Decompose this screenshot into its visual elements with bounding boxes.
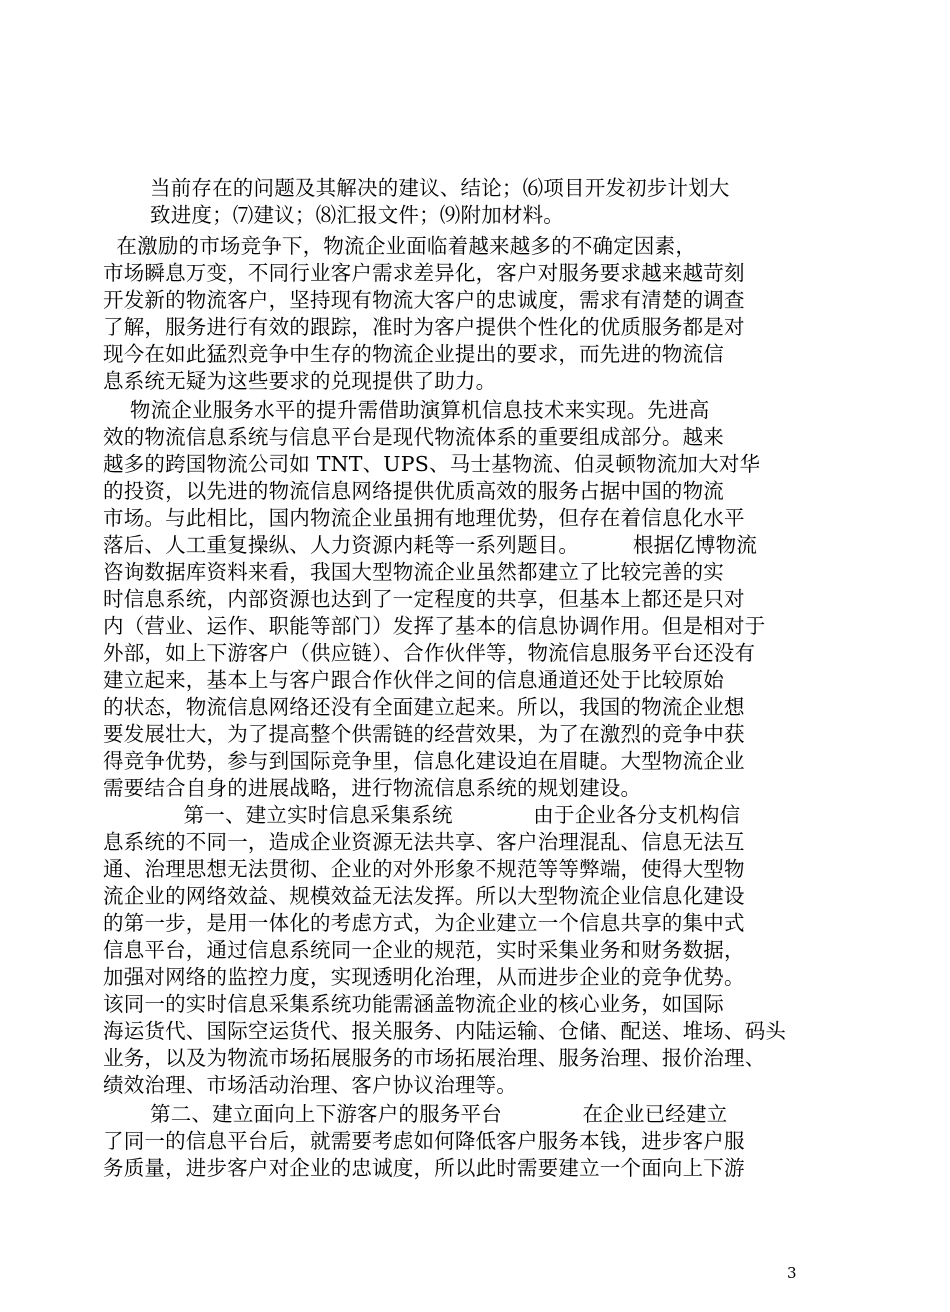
text-line: 了解，服务进行有效的跟踪，准时为客户提供个性化的优质服务都是对	[103, 315, 745, 339]
text-line: 需要结合自身的进展战略，进行物流信息系统的规划建设。	[103, 776, 642, 800]
text-line: 的第一步，是用一体化的考虑方式，为企业建立一个信息共享的集中式	[103, 911, 745, 935]
text-line: 现今在如此猛烈竞争中生存的物流企业提出的要求，而先进的物流信	[103, 342, 724, 366]
text-line: 务质量，进步客户对企业的忠诚度，所以此时需要建立一个面向上下游	[103, 1156, 745, 1180]
text-line: 建立起来，基本上与客户跟合作伙伴之间的信息通道还处于比较原始	[103, 668, 724, 692]
text-line: 物流企业服务水平的提升需借助演算机信息技术来实现。先进高	[103, 398, 710, 422]
text-line: 效的物流信息系统与信息平台是现代物流体系的重要组成部分。越来	[103, 425, 724, 449]
text-line: 的投资，以先进的物流信息网络提供优质高效的服务占据中国的物流	[103, 479, 724, 503]
text-line: 海运货代、国际空运货代、报关服务、内陆运输、仓储、配送、堆场、码头	[103, 1019, 787, 1043]
text-line: 时信息系统，内部资源也达到了一定程度的共享，但基本上都还是只对	[103, 587, 745, 611]
text-line: 落后、人工重复操纵、人力资源内耗等一系列题目。 根据亿博物流	[103, 533, 758, 557]
text-line: 的状态，物流信息网络还没有全面建立起来。所以，我国的物流企业想	[103, 695, 745, 719]
text-line: 在激励的市场竞争下，物流企业面临着越来越多的不确定因素，	[103, 234, 697, 258]
text-line: 该同一的实时信息采集系统功能需涵盖物流企业的核心业务，如国际	[103, 992, 724, 1016]
text-line: 加强对网络的监控力度，实现透明化治理，从而进步企业的竞争优势。	[103, 965, 745, 989]
text-line: 外部，如上下游客户（供应链）、合作伙伴等，物流信息服务平台还没有	[103, 641, 756, 665]
text-line: 绩效治理、市场活动治理、客户协议治理等。	[103, 1073, 517, 1097]
text-line: 业务，以及为物流市场拓展服务的市场拓展治理、服务治理、报价治理、	[103, 1046, 766, 1070]
text-line: 开发新的物流客户，坚持现有物流大客户的忠诚度，需求有清楚的调查	[103, 288, 745, 312]
text-line: 第一、建立实时信息采集系统 由于企业各分支机构信	[103, 803, 741, 827]
text-line: 通、治理思想无法贯彻、企业的对外形象不规范等等弊端，使得大型物	[103, 857, 745, 881]
text-line: 息系统无疑为这些要求的兑现提供了助力。	[103, 369, 497, 393]
text-line: 要发展壮大，为了提高整个供需链的经营效果，为了在激烈的竞争中获	[103, 722, 745, 746]
text-line: 得竞争优势，参与到国际竞争里，信息化建设迫在眉睫。大型物流企业	[103, 749, 745, 773]
text-line: 内（营业、运作、职能等部门）发挥了基本的信息协调作用。但是相对于	[103, 614, 766, 638]
page-number: 3	[787, 1264, 797, 1282]
text-line: 致进度；⑺建议；⑻汇报文件；⑼附加材料。	[150, 203, 564, 227]
text-line: 信息平台，通过信息系统同一企业的规范，实时采集业务和财务数据，	[103, 938, 745, 962]
text-line: 市场瞬息万变，不同行业客户需求差异化，客户对服务要求越来越苛刻	[103, 261, 745, 285]
text-line: 第二、建立面向上下游客户的服务平台 在企业已经建立	[103, 1102, 728, 1126]
text-line: 息系统的不同一，造成企业资源无法共享、客户治理混乱、信息无法互	[103, 830, 745, 854]
text-line: 越多的跨国物流公司如 TNT、UPS、马士基物流、伯灵顿物流加大对华	[103, 452, 761, 476]
text-line: 流企业的网络效益、规模效益无法发挥。所以大型物流企业信息化建设	[103, 884, 745, 908]
text-line: 了同一的信息平台后，就需要考虑如何降低客户服务本钱，进步客户服	[103, 1129, 745, 1153]
text-line: 当前存在的问题及其解决的建议、结论；⑹项目开发初步计划大	[150, 176, 730, 200]
text-line: 市场。与此相比，国内物流企业虽拥有地理优势，但存在着信息化水平	[103, 506, 745, 530]
text-line: 咨询数据库资料来看，我国大型物流企业虽然都建立了比较完善的实	[103, 560, 724, 584]
